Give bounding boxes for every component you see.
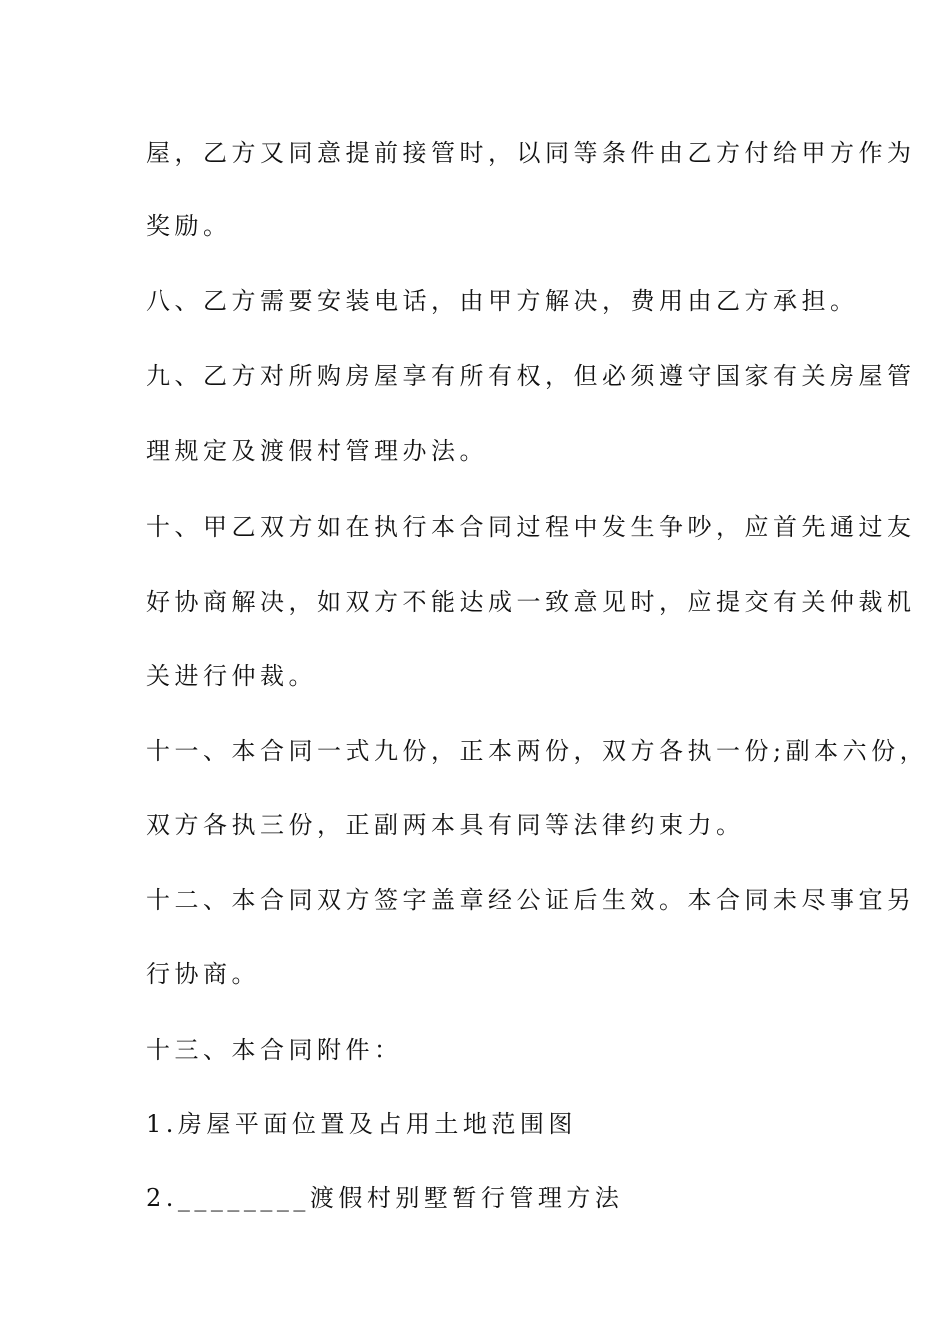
clause-eight: 八、乙方需要安装电话，由甲方解决，费用由乙方承担。	[146, 287, 859, 315]
clause-eleven: 十一、本合同一式九份，正本两份，双方各执一份;副本六份，	[146, 737, 929, 765]
text-line: 理规定及渡假村管理办法。	[146, 437, 488, 465]
text-line: 双方各执三份，正副两本具有同等法律约束力。	[146, 811, 745, 839]
text-line: 行协商。	[146, 960, 260, 988]
clause-ten: 十、甲乙双方如在执行本合同过程中发生争吵，应首先通过友	[146, 513, 916, 541]
clause-nine: 九、乙方对所购房屋享有所有权，但必须遵守国家有关房屋管	[146, 362, 916, 390]
attachment-item: 1.房屋平面位置及占用土地范围图	[146, 1110, 577, 1138]
clause-thirteen: 十三、本合同附件：	[146, 1036, 403, 1064]
text-line: 屋，乙方又同意提前接管时，以同等条件由乙方付给甲方作为	[146, 139, 916, 167]
text-line: 好协商解决，如双方不能达成一致意见时，应提交有关仲裁机	[146, 588, 916, 616]
attachment-item: 2.________渡假村别墅暂行管理方法	[146, 1184, 624, 1212]
text-line: 关进行仲裁。	[146, 662, 317, 690]
text-line: 奖励。	[146, 212, 232, 240]
clause-twelve: 十二、本合同双方签字盖章经公证后生效。本合同未尽事宜另	[146, 886, 916, 914]
